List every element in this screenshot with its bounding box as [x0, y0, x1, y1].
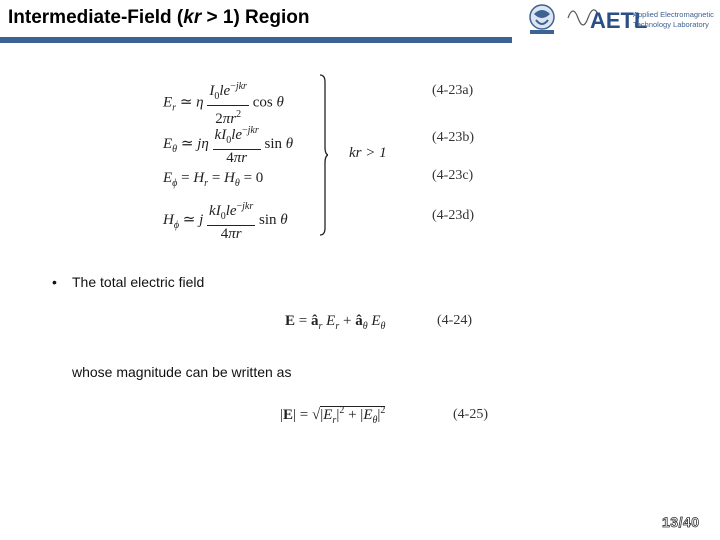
equation-number-4-23b: (4-23b)	[432, 130, 474, 145]
header-rule	[0, 37, 512, 43]
bullet-total-field: The total electric field	[72, 274, 205, 290]
aetl-logo-sub1: Applied Electromagnetic	[633, 10, 714, 19]
equation-4-23c: $E_\phi = H_r = H_\theta = 0$	[163, 170, 264, 189]
slide-title: Intermediate-Field (kr > 1) Region	[8, 7, 310, 28]
equation-number-4-25: (4-25)	[453, 407, 488, 422]
logos	[520, 0, 720, 40]
equation-number-4-24: (4-24)	[437, 313, 472, 328]
equation-4-24: $E = â_r$ $E_r$ + $â_\theta$ $E_\theta$	[285, 313, 386, 332]
equation-number-4-23c: (4-23c)	[432, 168, 474, 183]
equation-number-4-23a: (4-23a)	[432, 83, 474, 98]
equation-4-25: $|E| = √|E_r|^2 + |E_\theta|^2$	[280, 405, 386, 426]
equation-4-23d: $H_\phi$ ≃ j $\frac{kI_0le^{-jkr}}{4\pi r}$ sin θ	[163, 198, 288, 243]
equation-4-23a: $E_r$ ≃ η $\frac{I_0le^{-jkr}}{2\pi r^2}$ cos θ	[163, 78, 284, 128]
condition-kr-gt-1: kr > 1	[349, 145, 387, 161]
right-brace	[318, 74, 328, 236]
slide-header	[0, 0, 720, 44]
page-number: 13/40	[662, 514, 700, 530]
magnitude-text: whose magnitude can be written as	[72, 364, 292, 380]
aetl-logo-sub2: Technology Laboratory	[633, 20, 709, 29]
aetl-logo-text: AETL	[590, 8, 648, 33]
equation-4-23b: $E_\theta$ ≃ jη $\frac{kI_0le^{-jkr}}{4\pi r}$ sin θ	[163, 122, 293, 167]
bullet-dot: •	[52, 274, 57, 290]
university-seal-icon	[520, 0, 720, 40]
equation-number-4-23d: (4-23d)	[432, 208, 474, 223]
